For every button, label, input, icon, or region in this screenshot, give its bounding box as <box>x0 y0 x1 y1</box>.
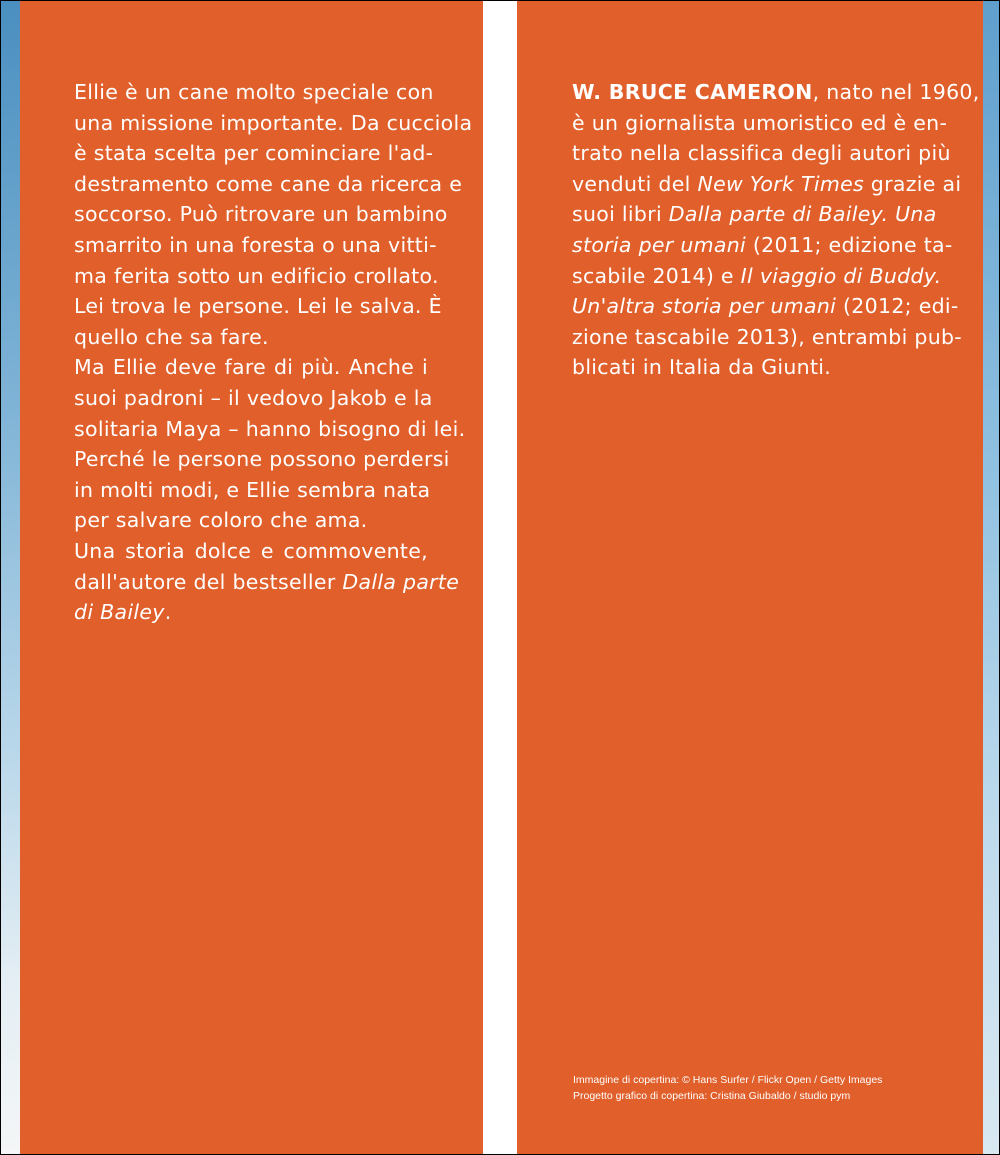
synopsis-line: in molti modi, e Ellie sembra nata <box>74 477 431 502</box>
synopsis-line: una missione importante. Da cucciola <box>74 110 473 135</box>
bio-line <box>572 261 942 292</box>
bio-text: (2012; edi- <box>836 294 959 319</box>
newspaper-title: New York Times <box>697 171 864 196</box>
synopsis-line: Ma Ellie deve fare di più. Anche i <box>74 355 428 380</box>
bio-line <box>572 230 953 261</box>
bio-text: venduti del <box>572 171 698 196</box>
bio-text: , nato nel 1960, <box>812 80 980 104</box>
author-bio-text <box>572 77 980 383</box>
bio-line: blicati in Italia da Giunti. <box>572 355 832 380</box>
left-flap-panel <box>20 0 483 1155</box>
bio-text: suoi libri <box>572 202 669 227</box>
bio-text: scabile 2014) e <box>572 263 741 288</box>
synopsis-period: . <box>164 600 172 625</box>
synopsis-line: suoi padroni – il vedovo Jakob e la <box>74 385 433 410</box>
book-title: Dalla parte di Bailey. Una <box>668 202 937 227</box>
synopsis-line <box>74 597 428 628</box>
bio-line <box>572 199 937 230</box>
synopsis-line: ma ferita sotto un edificio crollato. <box>74 263 439 288</box>
book-title: Dalla parte <box>342 569 460 594</box>
bio-line: zione tascabile 2013), entrambi pub- <box>572 324 963 349</box>
synopsis-line: Ellie è un cane molto speciale con <box>74 80 434 104</box>
synopsis-line <box>74 567 460 598</box>
synopsis-line: Lei trova le persone. Lei le salva. È <box>74 294 442 319</box>
synopsis-line-text: dall'autore del bestseller <box>74 569 336 594</box>
bio-line <box>572 77 980 108</box>
synopsis-line: Perché le persone possono perdersi <box>74 447 450 472</box>
bio-line: è un giornalista umoristico ed è en- <box>572 110 948 135</box>
synopsis-line: Una storia dolce e commovente, <box>74 538 428 563</box>
bio-line <box>572 169 962 200</box>
book-title: Un'altra storia per umani <box>572 294 837 319</box>
synopsis-line: per salvare coloro che ama. <box>74 508 368 533</box>
cover-photo-edge-right <box>983 0 1000 1155</box>
cover-design-credit: Progetto grafico di copertina: Cristina Giubaldo / studio pym <box>573 1090 851 1102</box>
author-name: W. BRUCE CAMERON <box>572 80 813 104</box>
cover-credits <box>573 1072 882 1104</box>
synopsis-line: quello che sa fare. <box>74 324 269 349</box>
bio-text: (2011; edizione ta- <box>746 232 953 257</box>
synopsis-line: solitaria Maya – hanno bisogno di lei. <box>74 416 466 441</box>
cover-photo-edge-left <box>0 0 20 1155</box>
bio-line: trato nella classifica degli autori più <box>572 141 951 166</box>
synopsis-line: è stata scelta per cominciare l'ad- <box>74 141 434 166</box>
synopsis-text <box>74 77 473 628</box>
synopsis-line: soccorso. Può ritrovare un bambino <box>74 202 448 227</box>
right-flap-panel <box>517 0 983 1155</box>
book-title: di Bailey <box>74 600 165 625</box>
cover-image-credit: Immagine di copertina: © Hans Surfer / Flickr Open / Getty Images <box>573 1074 883 1086</box>
synopsis-line: smarrito in una foresta o una vitti- <box>74 232 437 257</box>
bio-line <box>572 291 959 322</box>
synopsis-line: destramento come cane da ricerca e <box>74 171 463 196</box>
bio-text: grazie ai <box>863 171 962 196</box>
book-title: Il viaggio di Buddy. <box>740 263 942 288</box>
book-title: storia per umani <box>572 232 747 257</box>
